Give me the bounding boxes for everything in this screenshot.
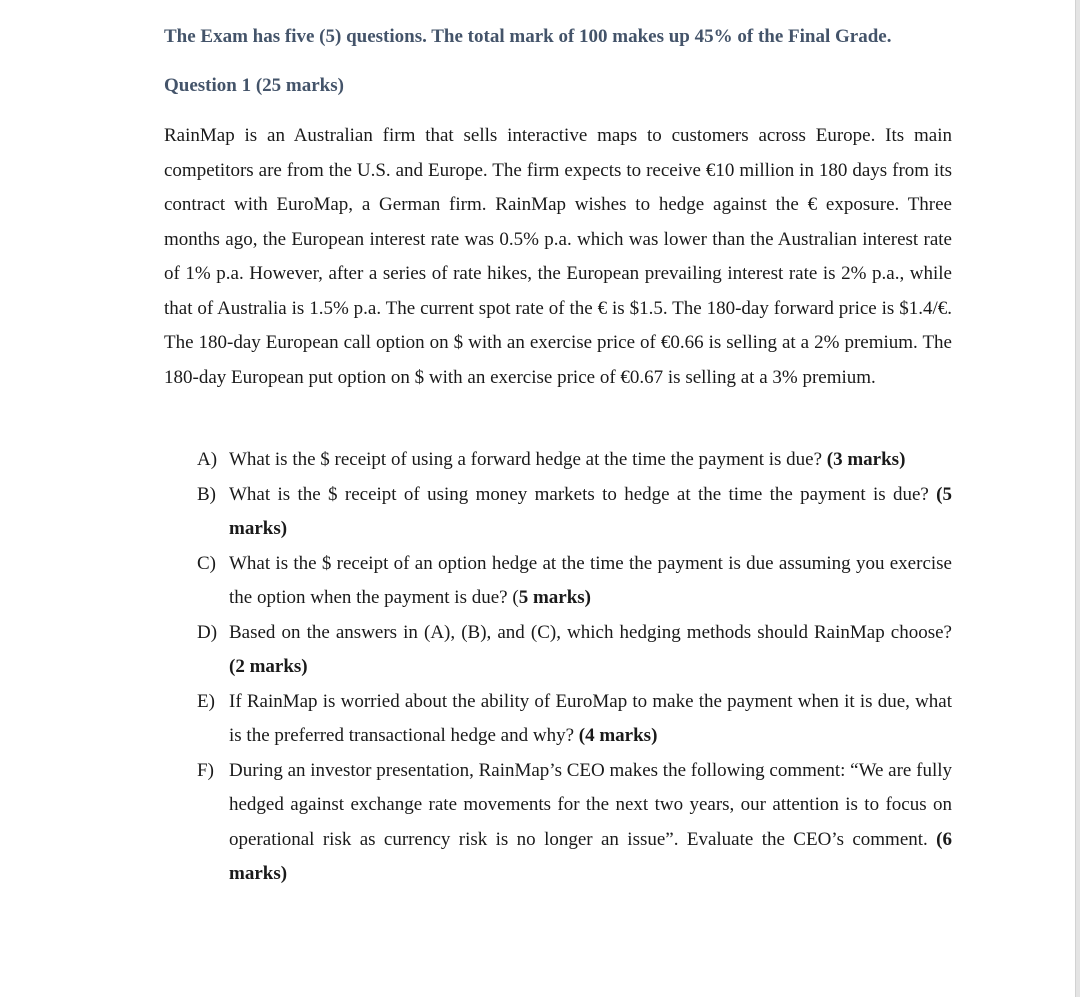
part-letter: A)	[197, 449, 218, 470]
question-part-c	[197, 547, 952, 616]
part-text: What is the $ receipt of using money markets to hedge at the time the payment is due?	[229, 483, 937, 505]
page-edge	[1075, 0, 1080, 997]
question-part-d	[197, 616, 952, 685]
part-marks: 5 marks)	[518, 587, 591, 608]
part-letter: D)	[197, 621, 218, 643]
question-parts	[197, 443, 952, 892]
part-marks: (3 marks)	[826, 449, 906, 470]
part-text: Based on the answers in (A), (B), and (C), which hedging methods should RainMap choose?	[229, 621, 952, 643]
part-letter: C)	[197, 552, 216, 574]
question-part-b	[197, 478, 952, 547]
part-marks: (2 marks)	[229, 656, 308, 677]
part-marks: (5 marks)	[229, 483, 952, 539]
part-letter: F)	[197, 759, 214, 781]
part-text: During an investor presentation, RainMap’s CEO makes the following comment: “We are fully hedged against exchange rate movements for the next two years, our attention is to focus on operational risk as currency risk is no longer an issue”. Evaluate the CEO’s comment.	[229, 759, 952, 850]
part-letter: E)	[197, 690, 215, 712]
question-part-a	[197, 443, 952, 478]
question-title: Question 1 (25 marks)	[164, 75, 344, 96]
part-text: What is the $ receipt of an option hedge at the time the payment is due assuming you exercise the option when the payment is due? (	[229, 552, 952, 608]
question-part-f	[197, 754, 952, 892]
part-text: If RainMap is worried about the ability of EuroMap to make the payment when it is due, what is the preferred transactional hedge and why?	[229, 690, 952, 746]
part-text: What is the $ receipt of using a forward hedge at the time the payment is due?	[229, 449, 827, 470]
part-marks: (4 marks)	[578, 725, 658, 746]
part-marks: (6 marks)	[229, 828, 952, 884]
exam-heading: The Exam has five (5) questions. The total mark of 100 makes up 45% of the Final Grade.	[164, 26, 892, 47]
part-letter: B)	[197, 483, 216, 505]
question-intro: RainMap is an Australian firm that sells interactive maps to customers across Europe. Its main competitors are from the U.S. and Europe. The firm expects to receive €10 million in 180 days from its contract with EuroMap, a German firm. RainMap wishes to hedge against the € exposure. Three months ago, the European interest rate was 0.5% p.a. which was lower than the Australian interest rate of 1% p.a. However, after a series of rate hikes, the European prevailing interest rate is 2% p.a., while that of Australia is 1.5% p.a. The current spot rate of the € is $1.5. The 180-day forward price is $1.4/€. The 180-day European call option on $ with an exercise price of €0.66 is selling at a 2% premium. The 180-day European put option on $ with an exercise price of €0.67 is selling at a 3% premium.	[164, 125, 952, 388]
question-part-e	[197, 685, 952, 754]
